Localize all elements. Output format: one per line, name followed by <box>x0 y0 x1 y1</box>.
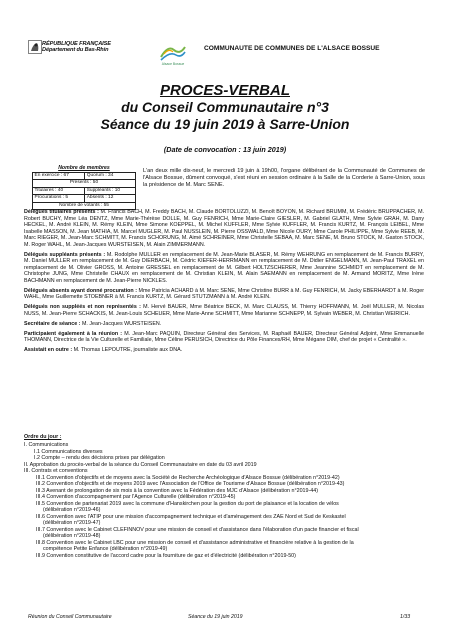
paragraph-secretaire <box>24 321 424 328</box>
paragraph-label: Participaient également à la réunion : <box>24 330 123 337</box>
agenda-item: III. Contrats et conventions <box>24 468 88 474</box>
agenda-item: III.2 Convention d'objectifs et de moyens 2019 avec l'Association de l'Office de Tourisme d'Alsace Bossue (délibération n°2019-43) <box>36 481 345 487</box>
communaute-name: COMMUNAUTE DE COMMUNES DE L'ALSACE BOSSUE <box>204 45 380 52</box>
members-grid <box>32 172 136 210</box>
paragraph-label: Délégués suppléants présents : <box>24 251 106 258</box>
agenda-item: III.8 Convention avec le Cabinet LBC pour une mission de conseil et d'assistance administrative et financière relative à la gestion de la <box>36 539 354 546</box>
paragraph-label: Délégués absents ayant donné procuration : <box>24 287 137 294</box>
title-line-1: PROCES-VERBAL <box>159 82 290 99</box>
paragraph-text: M. Rodolphe MULLER en remplacement de M. Jean-Marie BLASER, M. Rémy WEHRUNG en remplacement de M. Francis BURRY, M. Daniel MULLER en remplacement de M. Guy DIERBACH, M. Cédric KIEFER-HERRMANN en remplacement de M. Didier ENGELMANN, M. Jean-Paul TRAXEL en remplacement de M. Olivier GROSS, M. Antoine GRESSEL en remplacement de M. Gilbert HOLTZSCHERER, Mme Jeannine SCHMIDT en remplacement de M. Christophe JUNG, Mme Christelle CHAUX en remplacement de M. Christian KLEIN, M. Alain SAEMANN en remplacement de M. Armand MORITZ, Mme Irène BACHMANN en remplacement de M. Jean-Pierre NICKLES. <box>24 251 424 284</box>
paragraph-label: Délégués non suppléés et non représentés : <box>24 304 141 311</box>
paragraph-suppleants <box>24 252 424 285</box>
agenda-item: III.6 Convention avec l'ATIP pour une mission d'accompagnement technique et d'aménagement des ZAE Nord et Sud de Keskastel <box>36 513 346 520</box>
paragraph-label: Assistait en outre : <box>24 347 73 354</box>
paragraph-text: M. Hervé BAUER, Mme Béatrice BECK, M. Marc CLAUSS, M. Thierry HOFFMANN, M. Joël MULLER, M. Nicolas NUSS, M. Jean-Pierre SCHACKIS, M. Jean-Louis SCHEUER, Mme Marie-Anne SCHMITT, Mme Marianne SCHNEPP, M. Sylvain WEBER, M. Christian WEIRICH. <box>24 304 425 317</box>
table-cell: Présents : 50 <box>33 180 136 187</box>
paragraph-assistait <box>24 347 424 354</box>
agenda-item: III.4 Convention d'accompagnement par l'Agence Culturelle (délibération n°2019-45) <box>36 494 236 500</box>
paragraph-text: Mme Patricia ACHARD à M. Marc SENE, Mme Christine BURR à M. Guy FENRICH, M. Jacky EBERHARDT à M. Roger WAHL, Mme Guillemette STOEBNER à M. Francis KURTZ, M. Gérard STUTZMANN à M. André KLEIN. <box>24 287 424 301</box>
logo-caption: Alsace Bossue <box>161 62 185 66</box>
table-row <box>33 187 136 194</box>
paragraph-text: M. Jean-Jacques WURSTEISEN. <box>80 320 162 327</box>
table-cell: Absents : 12 <box>85 195 136 202</box>
agenda-item: I. Communications <box>24 442 69 448</box>
agenda-item: (délibération n°2019-47) <box>43 520 101 526</box>
agenda-item: III.5 Convention de partenariat 2019 avec la commune d'Hanskirchen pour la gestion du port de plaisance et la location de vélos <box>36 500 339 507</box>
paragraph-text: M. Jean-Marc PAQUIN, Directeur Général des Services, M. Raphaël BAUER, Directeur Général Adjoint, Mme Emmanuelle THOMANN, Directrice de la Vie Culturelle et Familiale, Mme Céline PERUSICH, Directrice du Pôle Finances/RH, Mme Mégane DIM, chef de projet « Centralité ». <box>24 330 424 344</box>
page-number: 1/33 <box>400 614 411 620</box>
agenda-item: I.2 Compte – rendu des décisions prises par délégation <box>34 455 165 461</box>
table-cell: Nombre de votants : 55 <box>33 202 136 209</box>
intro-paragraph: L'an deux mille dix-neuf, le mercredi 19 juin à 19h00, l'organe délibérant de la Communauté de Communes de l'Alsace Bossue, dûment convoqué, s'est réuni en session ordinaire à la Salle de la Corderie à Sarre-Union, sous la présidence de M. Marc SENE. <box>143 168 425 188</box>
table-cell: En exercice : 67 <box>33 173 85 180</box>
table-row <box>33 173 136 180</box>
agenda-item: (délibération n°2019-46) <box>43 507 101 513</box>
table-row <box>33 195 136 202</box>
paragraph-label: Délégués titulaires présents : <box>24 209 99 215</box>
agenda-item: III.3 Avenant de prolongation de six mois à la convention avec la Fédération des MJC d'Alsace (délibération n°2019-44) <box>36 487 318 494</box>
footer-center: Séance du 19 juin 2019 <box>188 614 243 620</box>
title-line-2: du Conseil Communautaire n°3 <box>121 99 329 115</box>
paragraph-text: M. Thomas LEPOUTRE, journaliste aux DNA. <box>72 347 183 354</box>
republique-line-2: Département du Bas-Rhin <box>42 47 109 54</box>
agenda-item: compétence Petite Enfance (délibération n°2019-49) <box>43 546 168 552</box>
members-heading: Nombre de membres <box>58 165 110 171</box>
paragraph-absents <box>24 304 424 317</box>
agenda-item: III.1 Convention d'objectifs et de moyens avec la Société de Recherche Archéologique d'Alsace Bossue (délibération n°2019-42) <box>36 474 340 481</box>
agenda-item: II. Approbation du procès-verbal de la séance du Conseil Communautaire en date du 03 avril 2019 <box>24 461 257 468</box>
republique-label <box>42 41 111 54</box>
alsace-bossue-logo-icon <box>158 41 188 63</box>
convocation-date: (Date de convocation : 13 juin 2019) <box>163 145 287 154</box>
agenda-heading: Ordre du jour : <box>24 434 62 440</box>
agenda-item: III.7 Convention avec le Cabinet CLEFINNOV pour une mission de conseil et d'assistance dans l'élaboration d'un pacte financier et fiscal <box>36 526 359 533</box>
table-cell: Quorum : 34 <box>85 173 136 180</box>
agenda-item: (délibération n°2019-48) <box>43 533 101 539</box>
agenda-list <box>24 442 424 559</box>
title-line-3: Séance du 19 juin 2019 à Sarre-Union <box>100 116 350 132</box>
agenda-section <box>24 434 424 559</box>
table-cell: Suppléants : 10 <box>85 187 136 194</box>
table-cell: Procurations : 5 <box>33 195 85 202</box>
paragraph-label: Secrétaire de séance : <box>24 320 81 327</box>
attendance-section <box>24 209 424 357</box>
paragraph-titulaires <box>24 209 424 248</box>
paragraph-participants <box>24 331 424 344</box>
footer-left: Réunion du Conseil Communautaire <box>28 614 112 620</box>
table-cell: Titulaires : 40 <box>33 187 85 194</box>
paragraph-text: M. Francis BACH, M. Freddy BACH, M. Claude BORTOLUZZI, M. Benoît BOYON, M. Richard BRUMM, M. Frédéric BRUPPACHER, M. Robert BUCHY, Mme Léa DENTZ, Mme Marie-Thérèse DOLLE, M. Guy FENRICH, Mme Marie-Claire GIESLER, M. Gabriel GLATH, Mme Sylvie GRAH, M. Dany HECKEL, M. André KLEIN, M. Rémy KLEIN, Mme Simone KOEPPEL, M. Michel KUFFLER, Mme Sylvie KUFFLER, M. Francis KURTZ, M. François LEIBEL, Mme Isabelle MASSON, M. Jean MATHIA, M. Marcel MUGLER, M. Paul NUSSLEIN, M. Pierre OSSWALD, Mme Nicole OURY, Mme Carole PHILIPPE, Mme Sylvie REEB, M. Marc RIEGER, M. Jean-Marc SCHMITT, M. Francis SCHORUNG, M. Aimé SCHREINER, Mme Christelle SEBAA, M. Marc SENE, M. Bruno STOCK, M. Gaston STOCK, M. Roger WAHL, M. Jean-Jacques WURSTEISEN, M. Alain ZIMMERMANN. <box>24 209 425 248</box>
republique-line-1: RÉPUBLIQUE FRANÇAISE <box>42 41 111 47</box>
paragraph-procurations <box>24 288 424 301</box>
document-title <box>0 82 450 133</box>
members-table <box>32 165 136 210</box>
agenda-item: I.1 Communications diverses <box>34 448 103 455</box>
table-row <box>33 180 136 187</box>
agenda-item: III.9 Convention constitutive de l'accord cadre pour la fourniture de gaz et d'électricité (délibération n°2019-50) <box>36 552 296 559</box>
marianne-emblem-icon <box>28 40 42 54</box>
document-header <box>0 40 450 70</box>
